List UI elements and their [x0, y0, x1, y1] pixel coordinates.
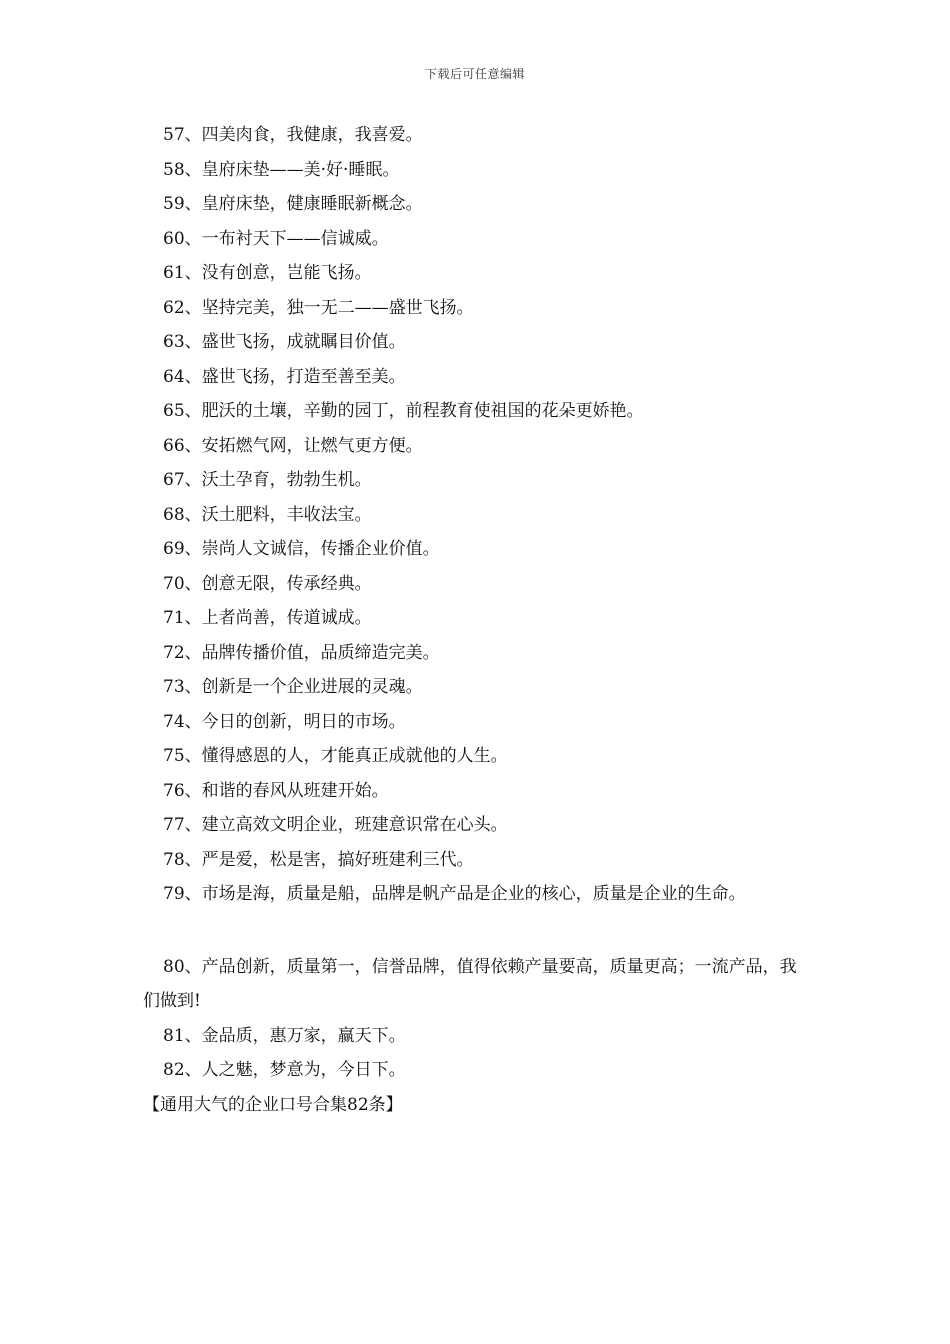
slogan-line: 76、和谐的春风从班建开始。 — [163, 780, 389, 801]
document-body — [143, 118, 833, 1122]
slogan-line: 63、盛世飞扬，成就瞩目价值。 — [163, 332, 406, 352]
slogan-line: 74、今日的创新，明日的市场。 — [163, 711, 406, 732]
slogan-line: 81、金品质，惠万家，赢天下。 — [163, 1025, 406, 1046]
slogan-line: 57、四美肉食，我健康，我喜爱。 — [163, 125, 423, 145]
slogan-line: 58、皇府床垫——美·好·睡眠。 — [163, 159, 400, 180]
slogan-line: 71、上者尚善，传道诚成。 — [163, 608, 372, 628]
slogan-line: 77、建立高效文明企业，班建意识常在心头。 — [163, 815, 508, 835]
slogan-line: 73、创新是一个企业进展的灵魂。 — [163, 677, 423, 697]
slogan-line: 59、皇府床垫，健康睡眠新概念。 — [163, 194, 423, 214]
slogan-line: 64、盛世飞扬，打造至善至美。 — [163, 366, 406, 387]
slogan-line: 82、人之魅，梦意为，今日下。 — [163, 1060, 406, 1080]
slogan-line: 61、没有创意，岂能飞扬。 — [163, 263, 372, 283]
slogan-line: 79、市场是海，质量是船，品牌是帆产品是企业的核心，质量是企业的生命。 — [163, 884, 746, 904]
slogan-line: 70、创意无限，传承经典。 — [163, 573, 372, 594]
paragraph-gap — [143, 912, 833, 950]
slogan-line: 60、一布衬天下——信诚威。 — [163, 228, 389, 249]
slogan-line: 75、懂得感恩的人，才能真正成就他的人生。 — [163, 746, 508, 766]
slogan-line: 62、坚持完美，独一无二——盛世飞扬。 — [163, 297, 474, 318]
slogan-line: 78、严是爱，松是害，搞好班建利三代。 — [163, 849, 474, 870]
page-header: 下载后可任意编辑 — [424, 67, 525, 81]
slogan-line: 68、沃土肥料，丰收法宝。 — [163, 504, 372, 525]
slogan-line: 72、品牌传播价值，品质缔造完美。 — [163, 642, 440, 663]
slogan-line: 67、沃土孕育，勃勃生机。 — [163, 470, 372, 490]
collection-title: 【通用大气的企业口号合集82条】 — [143, 1094, 403, 1115]
slogan-line: 69、崇尚人文诚信，传播企业价值。 — [163, 539, 440, 559]
slogan-line: 65、肥沃的土壤，辛勤的园丁，前程教育使祖国的花朵更娇艳。 — [163, 401, 644, 421]
slogan-line: 66、安拓燃气网，让燃气更方便。 — [163, 435, 423, 456]
slogan-paragraph: 80、产品创新，质量第一，信誉品牌，值得依赖产量要高，质量更高；一流产品，我们做到! — [143, 956, 797, 1011]
